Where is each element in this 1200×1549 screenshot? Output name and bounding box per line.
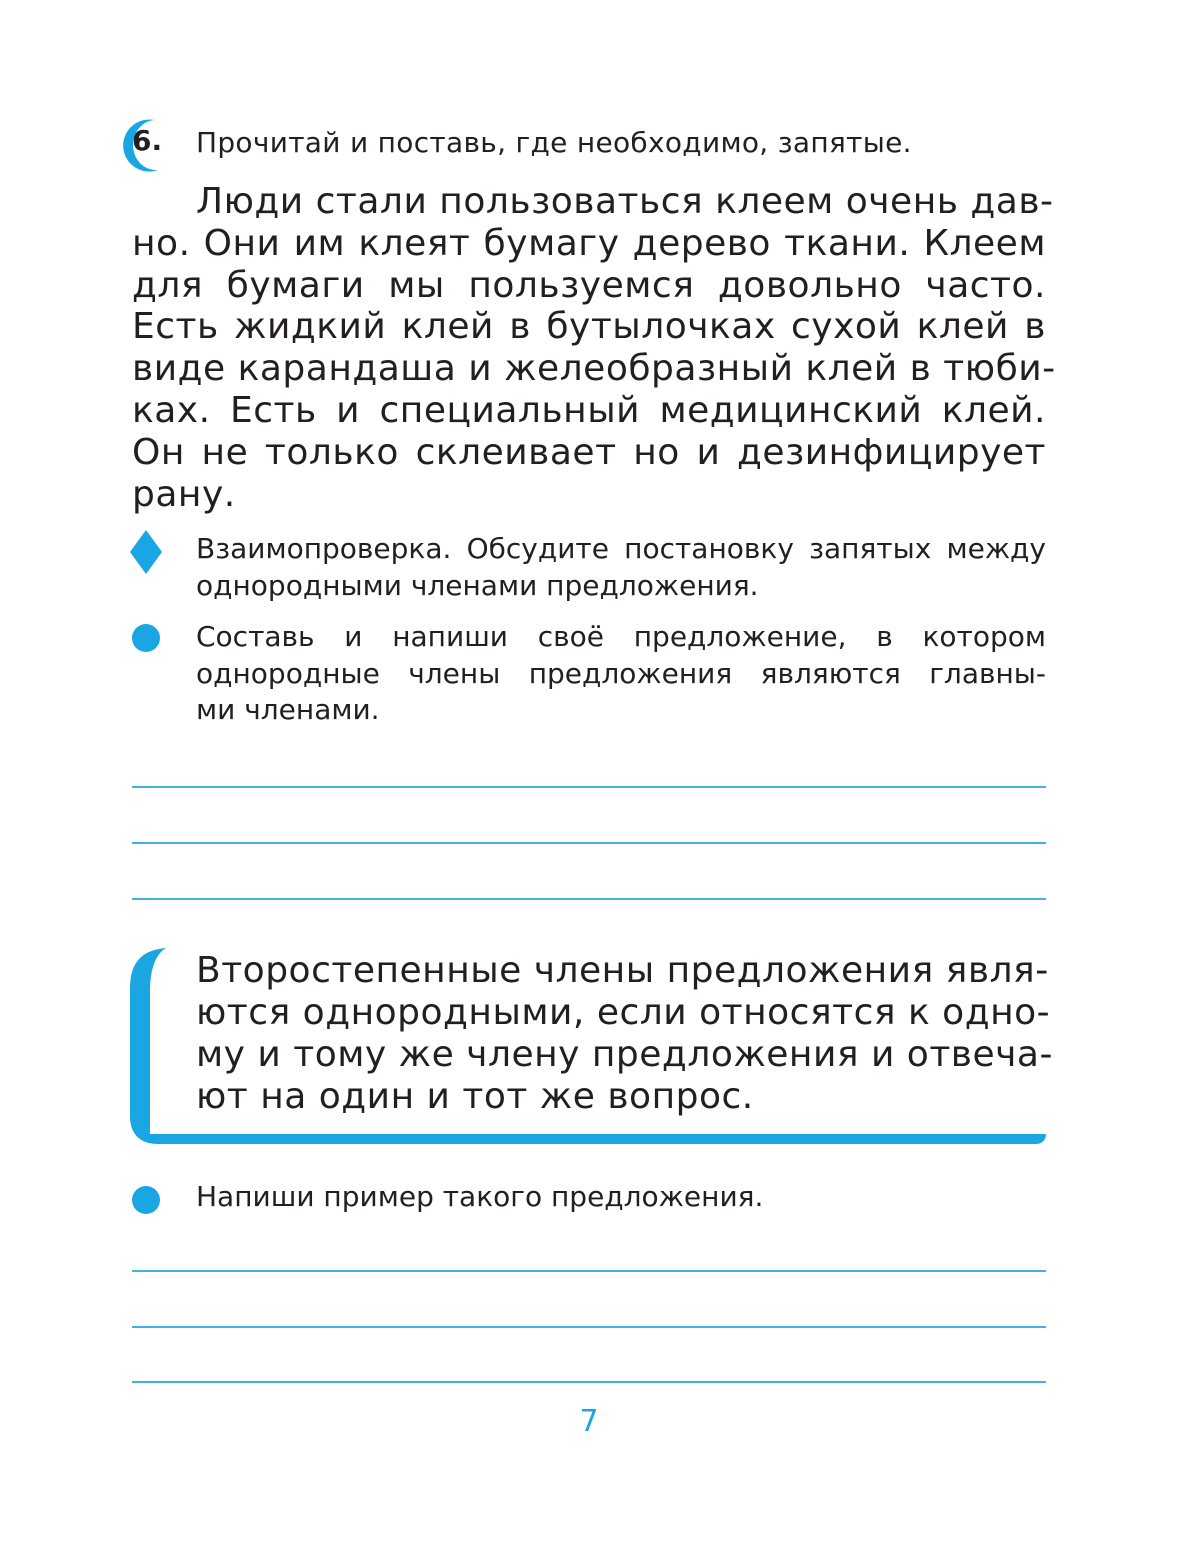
passage-line: рану. (132, 473, 236, 515)
task-line: однородными членами предложения. (196, 568, 759, 602)
writing-line[interactable] (132, 786, 1046, 788)
passage-line: но. Они им клеят бумагу дерево ткани. Клеем (132, 222, 1046, 264)
writing-line[interactable] (132, 1270, 1046, 1272)
rule-line: ются однородными, если относятся к одно- (196, 992, 1051, 1033)
passage-line: Он не только склеивает но и дезинфицирует (132, 431, 1046, 473)
peer-check-task (196, 531, 1046, 604)
exercise-instruction: Прочитай и поставь, где необходимо, запятые. (196, 126, 912, 159)
compose-task (196, 619, 1046, 729)
dot-icon (132, 624, 160, 652)
task-line: ми членами. (196, 693, 380, 726)
task-line: однородные члены предложения являются главны- (196, 656, 1046, 690)
writing-line[interactable] (132, 1381, 1046, 1383)
rule-text (196, 950, 1053, 1118)
task-line: Составь и напиши своё предложение, в котором (196, 620, 1046, 653)
reading-passage (132, 181, 1056, 515)
passage-line: Люди стали пользоваться клеем очень дав- (196, 181, 1054, 222)
rule-line: Второстепенные члены предложения явля- (196, 950, 1049, 991)
dot-icon (132, 1186, 160, 1214)
rule-line: ют на один и тот же вопрос. (196, 1076, 754, 1117)
writing-line[interactable] (132, 1326, 1046, 1328)
writing-line[interactable] (132, 842, 1046, 844)
diamond-icon (130, 530, 162, 574)
passage-line: виде карандаша и желеобразный клей в тюби- (132, 348, 1056, 390)
rule-line: му и тому же члену предложения и отвеча- (196, 1034, 1053, 1075)
page-number: 7 (579, 1404, 599, 1439)
exercise-number: 6. (132, 124, 163, 157)
task-line: Взаимопроверка. Обсудите постановку запятых между (196, 532, 1046, 565)
passage-line: Есть жидкий клей в бутылочках сухой клей в (132, 306, 1046, 348)
passage-line: ках. Есть и специальный медицинский клей. (132, 389, 1046, 431)
writing-line[interactable] (132, 898, 1046, 900)
passage-line: для бумаги мы пользуемся довольно часто. (132, 264, 1046, 306)
example-task: Напиши пример такого предложения. (196, 1180, 764, 1213)
